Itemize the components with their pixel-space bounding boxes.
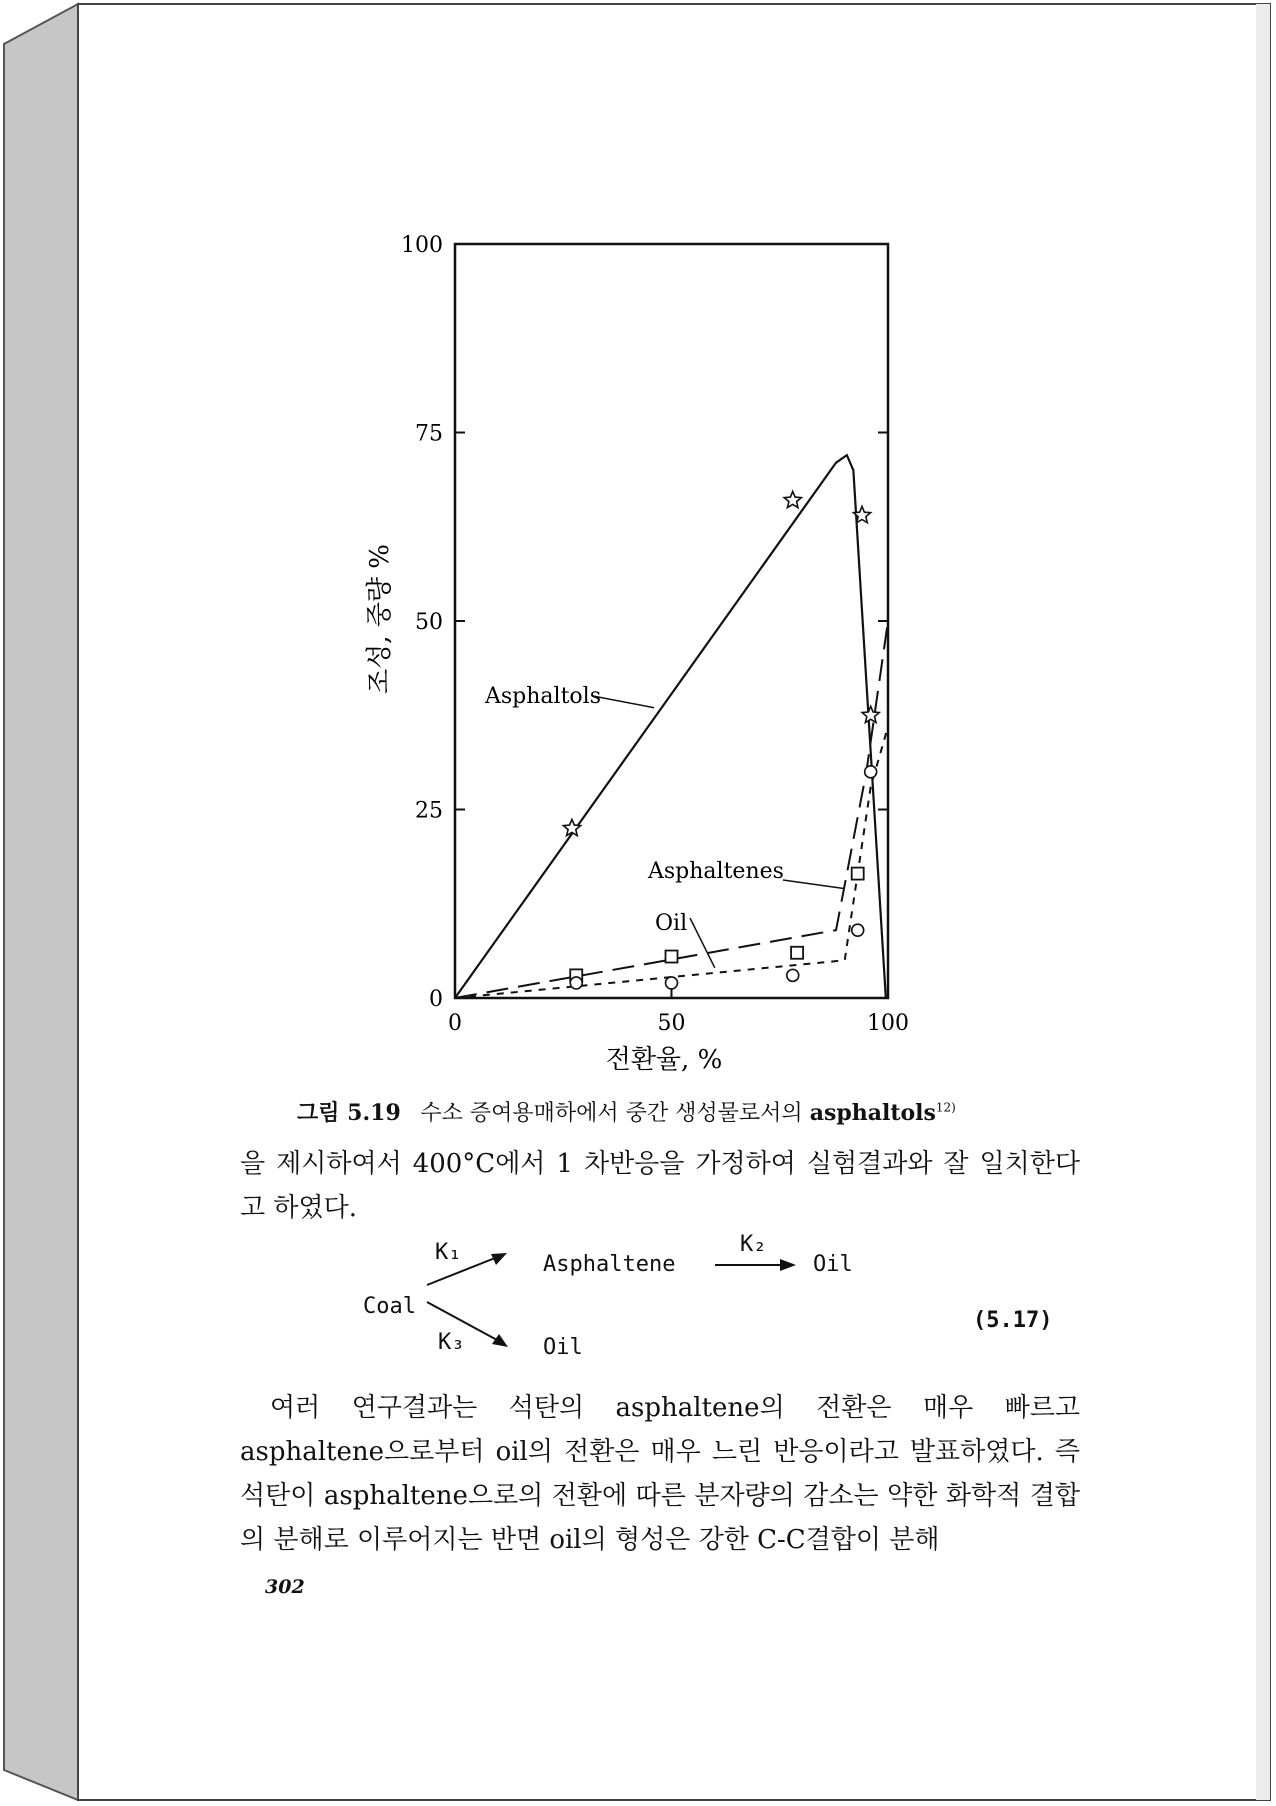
y-tick-label: 50 (415, 610, 443, 635)
eq-k1: K₁ (435, 1240, 462, 1265)
data-point-oil (666, 977, 678, 989)
data-point-asphaltols (563, 819, 580, 835)
eq-product-oil-2: Oil (543, 1335, 583, 1360)
figure-label: 그림 5.19 (297, 1100, 401, 1126)
y-tick-label: 75 (415, 421, 443, 447)
data-point-oil (865, 766, 877, 778)
x-tick-label: 100 (867, 1011, 909, 1036)
page-number: 302 (265, 1576, 305, 1598)
figure-caption (297, 1096, 1057, 1127)
series-line-asphaltenes (455, 621, 888, 998)
series-labels (484, 684, 845, 968)
series-leader-asphaltenes (783, 880, 845, 889)
data-point-asphaltols (862, 706, 879, 722)
series-label-oil: Oil (655, 911, 688, 936)
y-axis-label: 조성, 중량 % (365, 544, 395, 694)
data-point-oil (570, 977, 582, 989)
data-point-asphaltenes (666, 951, 678, 963)
y-tick-label: 25 (415, 798, 443, 824)
y-tick-label: 100 (401, 233, 443, 258)
eq-k2: K₂ (740, 1232, 767, 1257)
x-tick-label: 0 (448, 1011, 462, 1036)
y-tick-label: 0 (429, 987, 443, 1012)
series-leader-asphaltols (593, 696, 654, 708)
data-point-asphaltols (784, 491, 801, 507)
figure-caption-term: asphaltols (809, 1100, 936, 1126)
series-label-asphaltenes: Asphaltenes (648, 859, 784, 884)
eq-product-asphaltene: Asphaltene (543, 1252, 676, 1277)
eq-reactant: Coal (363, 1294, 416, 1319)
body-paragraph-1: 을 제시하여서 400°C에서 1 차반응을 가정하여 실험결과와 잘 일치한다고 하였다. (240, 1149, 1080, 1223)
x-tick-label: 50 (657, 1011, 686, 1036)
eq-product-oil-1: Oil (813, 1252, 853, 1277)
x-axis-label: 전환율, % (605, 1045, 723, 1075)
series-label-asphaltols: Asphaltols (485, 684, 601, 709)
data-point-asphaltenes (791, 947, 803, 959)
figure-caption-ref: 12) (935, 1100, 956, 1115)
series-leader-oil (690, 918, 715, 968)
data-point-asphaltenes (852, 868, 864, 880)
figure-caption-text: 수소 증여용매하에서 중간 생성물로서의 (420, 1101, 810, 1126)
data-point-oil (787, 969, 799, 981)
body-paragraph-2: 여러 연구결과는 석탄의 asphaltene의 전환은 매우 빠르고 asphaltene으로부터 oil의 전환은 매우 느린 반응이라고 발표하였다. 즉 석탄이 asphaltene으로의 전환에 따른 분자량의 감소는 약한 화학적 결합의 분해로 이루어지는 반면 oil의 형성은 강한 C-C결합이 분해 (240, 1393, 1080, 1555)
reaction-equation (355, 1232, 1075, 1370)
series-markers (563, 491, 879, 989)
eq-number: (5.17) (973, 1308, 1053, 1333)
eq-k3: K₃ (438, 1330, 465, 1355)
data-point-oil (852, 924, 864, 936)
